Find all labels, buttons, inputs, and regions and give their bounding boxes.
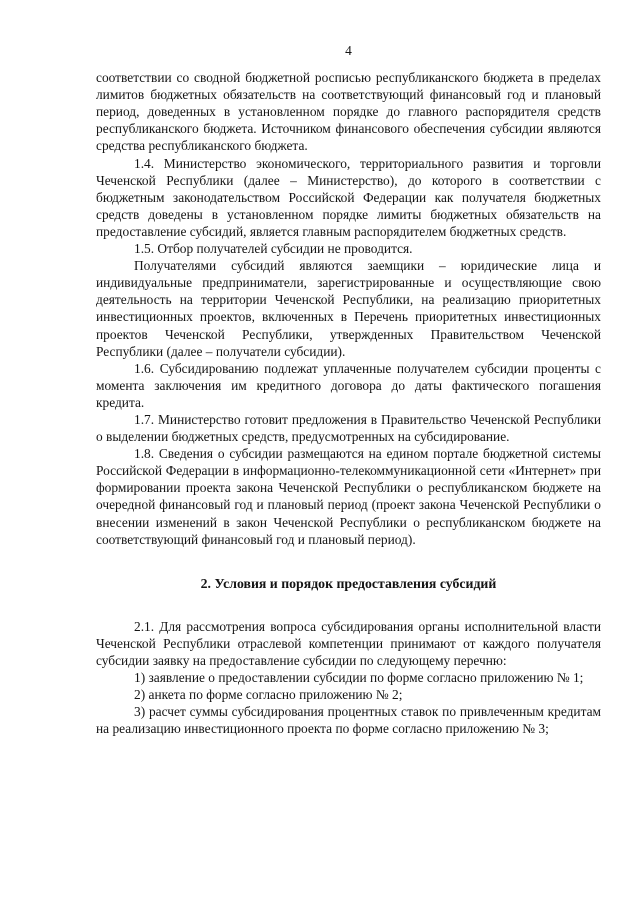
paragraph-1-6: 1.6. Субсидированию подлежат уплаченные получателем субсидии проценты с момента заключения им кредитного договора до даты фактического погашения кредита. — [96, 360, 601, 410]
intro-section — [96, 69, 601, 548]
paragraph-1-4: 1.4. Министерство экономического, территориального развития и торговли Чеченской Республики (далее – Министерство), до которого в соответствии с бюджетным законодательством Российской Федерации как получателя бюджетных средств доведены в установленном порядке лимиты бюджетных обязательств на предоставление субсидий, является главным распорядителем бюджетных средств. — [96, 155, 601, 239]
list-item: 1) заявление о предоставлении субсидии по форме согласно приложению № 1; — [134, 670, 584, 685]
paragraph-1-7: 1.7. Министерство готовит предложения в Правительство Чеченской Республики о выделении бюджетных средств, предусмотренных на субсидирование. — [96, 411, 601, 445]
paragraph-recipients: Получателями субсидий являются заемщики – юридические лица и индивидуальные предприниматели, зарегистрированные и осуществляющие свою деятельность на территории Чеченской Республики, на реализацию приоритетных инвестиционных проектов, включенных в Перечень приоритетных инвестиционных проектов Чеченской Республики, утвержденных Правительством Чеченской Республики (далее – получатели субсидии). — [96, 258, 601, 359]
paragraph: соответствии со сводной бюджетной росписью республиканского бюджета в пределах лимитов бюджетных обязательств на соответствующий финансовый год и плановый период, доведенных в установленном порядке до главного распорядителя средств республиканского бюджета. Источником финансового обеспечения субсидии являются средства республиканского бюджета. — [96, 70, 601, 154]
paragraph-1-8: 1.8. Сведения о субсидии размещаются на едином портале бюджетной системы Российской Федерации в информационно-телекоммуникационной сети «Интернет» при формировании проекта закона Чеченской Республики о республиканском бюджете на очередной финансовый год и плановый период (проект закона Чеченской Республики о внесении изменений в закон Чеченской Республики о республиканском бюджете на соответствующий финансовый год и плановый период). — [96, 446, 601, 547]
conditions-section — [96, 618, 601, 738]
list-item: 3) расчет суммы субсидирования процентных ставок по привлеченным кредитам на реализацию инвестиционного проекта по форме согласно приложению № 3; — [96, 704, 601, 737]
section-heading: 2. Условия и порядок предоставления субсидий — [200, 575, 497, 591]
paragraph-2-1: 2.1. Для рассмотрения вопроса субсидирования органы исполнительной власти Чеченской Республики отраслевой компетенции принимают от каждого получателя субсидии заявку на предоставление субсидии по следующему перечню: — [96, 618, 601, 668]
list-item: 2) анкета по форме согласно приложению № 2; — [134, 687, 403, 703]
page-number: 4 — [345, 43, 352, 58]
paragraph-1-5: 1.5. Отбор получателей субсидии не проводится. — [134, 241, 413, 257]
